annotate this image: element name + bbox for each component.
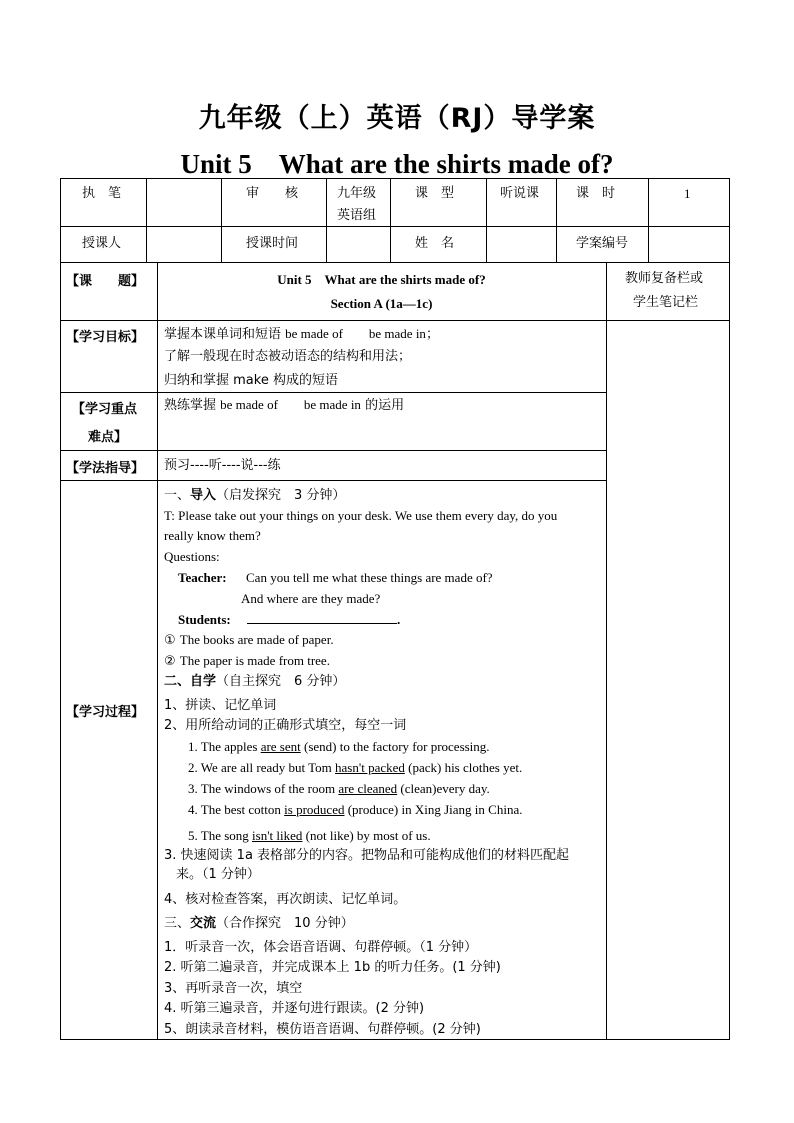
hours-value: 1 [684, 186, 691, 201]
row-divider [60, 392, 606, 393]
col-divider [486, 178, 487, 262]
goals-label: 【学习目标】 [66, 330, 145, 345]
reviewer-label: 审 核 [246, 186, 299, 201]
process-label: 【学习过程】 [66, 705, 145, 720]
exchange-step-2: 2. 听第二遍录音，并完成课本上 1b 的听力任务。(1 分钟) [164, 960, 501, 975]
self-study-step-2: 2、用所给动词的正确形式填空，每空一词 [164, 718, 407, 733]
topic-section: Section A (1a—1c) [330, 296, 433, 311]
exchange-step-3: 3、再听录音一次，填空 [164, 981, 303, 996]
col-divider [221, 178, 222, 262]
col-divider [390, 178, 391, 262]
teacher-label: 授课人 [82, 236, 122, 251]
exercise-4: 4. The best cotton is produced (produce) in Xing Jiang in China. [188, 802, 523, 817]
row-divider [60, 262, 730, 263]
type-label: 课 型 [415, 186, 455, 201]
answer-2: ② The paper is made from tree. [164, 653, 330, 669]
teacher-role-label: Teacher: [178, 570, 227, 585]
type-value: 听说课 [500, 186, 540, 201]
self-study-step-4: 4、核对检查答案，再次朗读、记忆单词。 [164, 892, 407, 907]
notes-label-line1: 教师复备栏或 [625, 271, 704, 286]
self-study-step-3-line1: 3. 快速阅读 1a 表格部分的内容。把物品和可能构成他们的材料匹配起 [164, 848, 570, 863]
exchange-step-5: 5、朗读录音材料，模仿语音语调、句群停顿。(2 分钟) [164, 1022, 481, 1037]
students-role-label: Students: [178, 612, 231, 627]
document-title: 九年级（上）英语（RJ）导学案 [198, 103, 596, 134]
teacher-question-2: And where are they made? [241, 591, 381, 606]
key-points: 熟练掌握 be made of be made in 的运用 [164, 397, 405, 413]
row-divider [60, 320, 730, 321]
exercise-5: 5. The song isn't liked (not like) by most of us. [188, 828, 431, 843]
col-divider [157, 262, 158, 1040]
self-study-step-1: 1、拼读、记忆单词 [164, 698, 277, 713]
method-label: 【学法指导】 [66, 461, 145, 476]
exercise-2: 2. We are all ready but Tom hasn't packed (pack) his clothes yet. [188, 760, 523, 775]
questions-label: Questions: [164, 549, 220, 564]
key-label-line1: 【学习重点 [72, 402, 138, 417]
time-label: 授课时间 [246, 236, 299, 251]
students-answer-blank: . [247, 611, 400, 630]
intro-line-2: really know them? [164, 528, 261, 543]
col-divider [606, 262, 607, 1040]
row-divider [60, 480, 606, 481]
row-divider [60, 226, 730, 227]
goal-2: 了解一般现在时态被动语态的结构和用法； [164, 349, 412, 364]
hours-label: 课 时 [576, 186, 616, 201]
notes-label-line2: 学生笔记栏 [633, 295, 699, 310]
exercise-1: 1. The apples are sent (send) to the factory for processing. [188, 739, 490, 754]
topic-title: Unit 5 What are the shirts made of? [277, 272, 486, 287]
exchange-step-4: 4. 听第三遍录音，并逐句进行跟读。(2 分钟) [164, 1001, 425, 1016]
section-3-heading: 三、交流（合作探究 10 分钟） [164, 916, 354, 931]
answer-1: ① The books are made of paper. [164, 632, 334, 648]
col-divider [648, 178, 649, 262]
goal-3: 归纳和掌握 make 构成的短语 [164, 373, 338, 388]
teacher-question-1: Can you tell me what these things are made of? [246, 570, 493, 585]
section-2-heading: 二、自学（自主探究 6 分钟） [164, 674, 346, 689]
method-text: 预习----听----说---练 [164, 458, 281, 473]
exercise-3: 3. The windows of the room are cleaned (clean)every day. [188, 781, 490, 796]
col-divider [556, 178, 557, 262]
reviewer-value-group: 英语组 [337, 208, 377, 223]
name-label: 姓 名 [415, 236, 455, 251]
col-divider [326, 178, 327, 262]
topic-label: 【课 题】 [66, 274, 145, 289]
col-divider [146, 178, 147, 262]
exchange-step-1: 1．听录音一次，体会语音语调、句群停顿。（1 分钟） [164, 940, 478, 955]
unit-title: Unit 5 What are the shirts made of? [180, 149, 614, 179]
code-label: 学案编号 [576, 236, 629, 251]
reviewer-value-grade: 九年级 [337, 186, 377, 201]
writer-label: 执 笔 [82, 186, 122, 201]
self-study-step-3-line2: 来。（1 分钟） [176, 867, 260, 882]
key-label-line2: 难点】 [88, 430, 128, 445]
intro-line-1: T: Please take out your things on your desk. We use them every day, do you [164, 508, 558, 523]
section-1-heading: 一、导入（启发探究 3 分钟） [164, 488, 346, 503]
row-divider [60, 450, 606, 451]
goal-1: 掌握本课单词和短语 be made of be made in； [164, 326, 439, 342]
